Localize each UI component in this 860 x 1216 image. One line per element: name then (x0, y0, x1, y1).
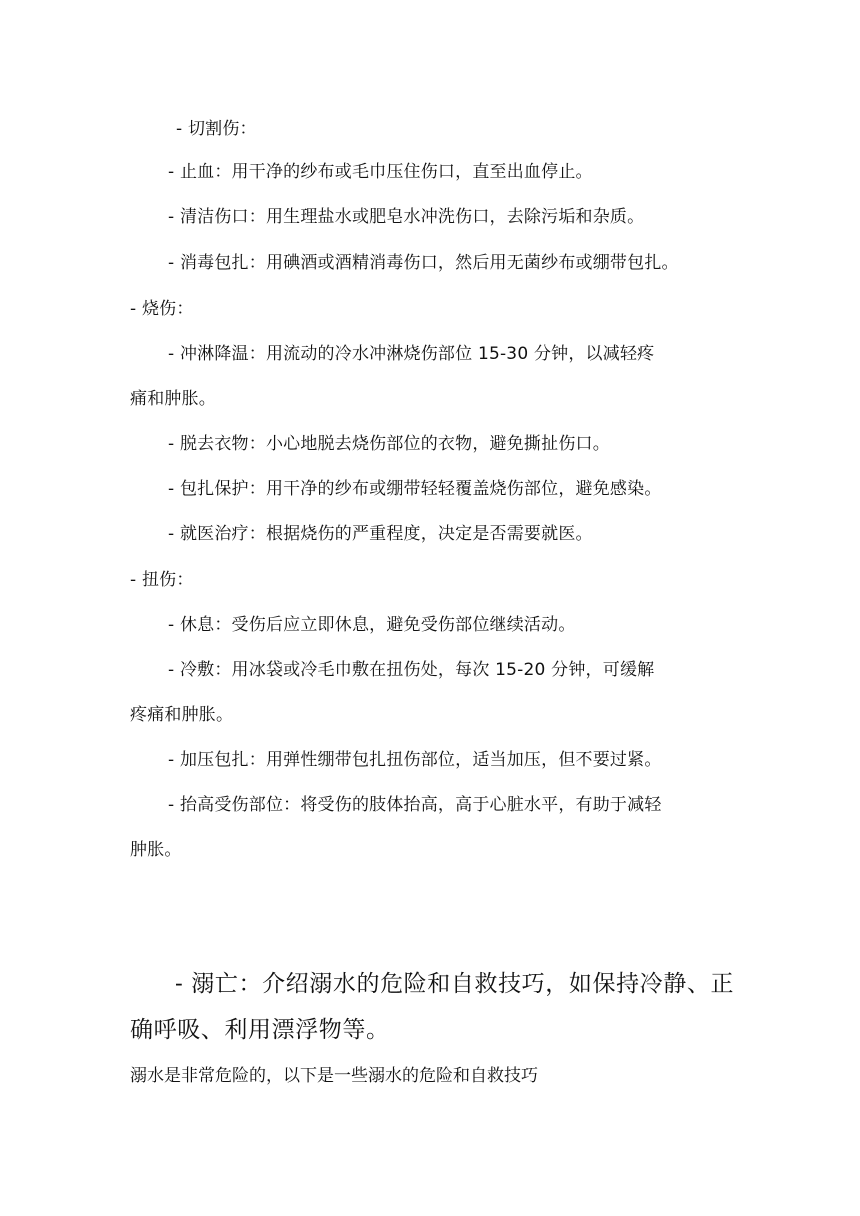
drowning-heading-continuation: 确呼吸、利用漂浮物等。 (130, 1017, 390, 1043)
list-item: - 冲淋降温：用流动的冷水冲淋烧伤部位 15-30 分钟，以减轻疼 (168, 344, 655, 364)
drowning-heading: - 溺亡：介绍溺水的危险和自救技巧，如保持冷静、正 (175, 971, 735, 997)
section-title-burn: - 烧伤： (130, 299, 194, 319)
section-title-cut: - 切割伤： (176, 119, 257, 139)
list-item: - 抬高受伤部位：将受伤的肢体抬高，高于心脏水平，有助于减轻 (168, 795, 662, 815)
list-item: - 就医治疗：根据烧伤的严重程度，决定是否需要就医。 (168, 524, 593, 544)
list-item: - 冷敷：用冰袋或冷毛巾敷在扭伤处，每次 15-20 分钟，可缓解 (168, 660, 655, 680)
list-item: - 消毒包扎：用碘酒或酒精消毒伤口，然后用无菌纱布或绷带包扎。 (168, 253, 679, 273)
list-item: - 休息：受伤后应立即休息，避免受伤部位继续活动。 (168, 615, 576, 635)
list-item: - 脱去衣物：小心地脱去烧伤部位的衣物，避免撕扯伤口。 (168, 434, 610, 454)
list-item-continuation: 肿胀。 (130, 840, 182, 860)
list-item: - 清洁伤口：用生理盐水或肥皂水冲洗伤口，去除污垢和杂质。 (168, 207, 645, 227)
list-item: - 包扎保护：用干净的纱布或绷带轻轻覆盖烧伤部位，避免感染。 (168, 479, 662, 499)
drowning-intro: 溺水是非常危险的，以下是一些溺水的危险和自救技巧 (130, 1066, 538, 1086)
list-item-continuation: 痛和肿胀。 (130, 389, 216, 409)
list-item: - 止血：用干净的纱布或毛巾压住伤口，直至出血停止。 (168, 162, 593, 182)
list-item-continuation: 疼痛和肿胀。 (130, 705, 234, 725)
list-item: - 加压包扎：用弹性绷带包扎扭伤部位，适当加压，但不要过紧。 (168, 750, 662, 770)
section-title-sprain: - 扭伤： (130, 570, 194, 590)
